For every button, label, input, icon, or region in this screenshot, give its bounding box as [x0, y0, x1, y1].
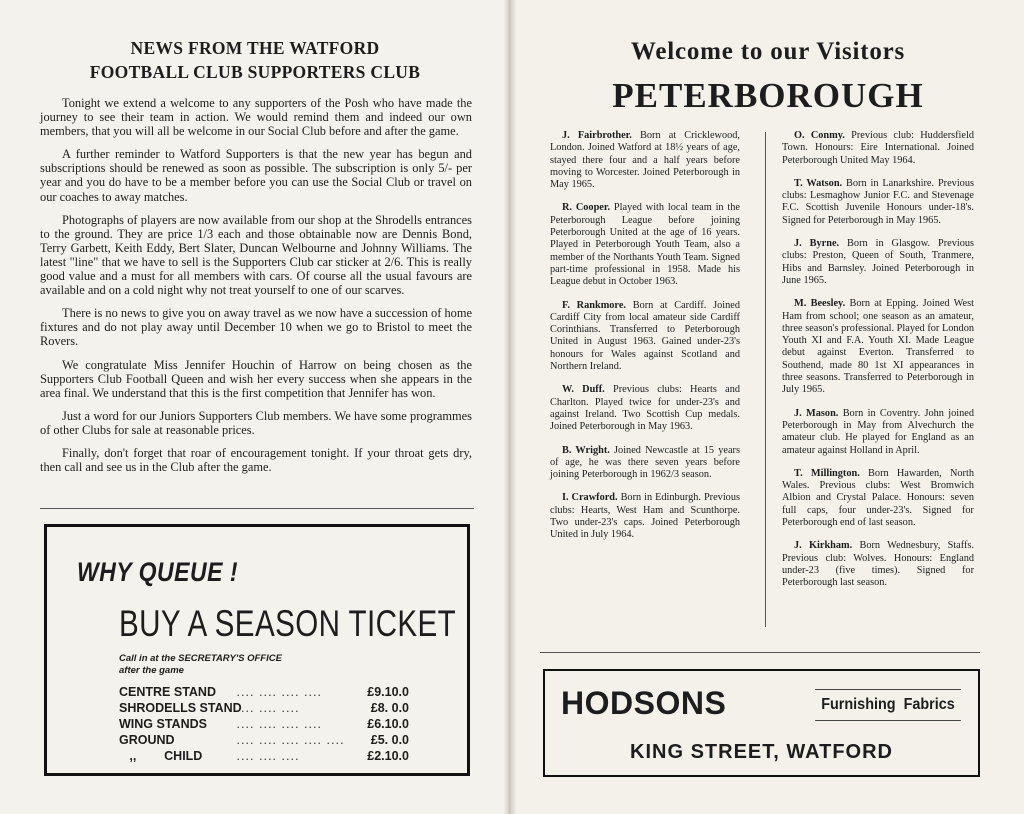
player-name: T. Millington.: [794, 467, 860, 479]
visiting-club-name: PETERBOROUGH: [612, 76, 924, 115]
hodsons-name: HODSONS: [561, 685, 727, 721]
call-in-line2: after the game: [119, 665, 184, 676]
price-label: ,, CHILD: [119, 749, 203, 763]
hodsons-ad: [543, 669, 980, 777]
player-name: J. Kirkham.: [794, 540, 853, 552]
right-divider: [540, 652, 980, 653]
player-text: Previous clubs: Hearts and Charlton. Played twice for under-23's and against Ireland. Two Scottish Cup medals. Joined Peterborough in May 1963.: [550, 384, 740, 433]
news-paragraph: Photographs of players are now available from our shop at the Shrodells entrances to the ground. They are price 1/3 each and those obtainable now are Dennis Bond, Terry Garbett, Keith Eddy, Bert Slater, Duncan Welbourne and Johnny Williams. The latest "line" that we have to sell is the Supporters Club car sticker at 2/6. This is really good value and a must for all members with cars. Of course all the usual favours are available and on a cold night why not treat yourself to one of our scarves.: [40, 212, 472, 298]
news-paragraph: Just a word for our Juniors Supporters Club members. We have some programmes of other Clubs for sale at reasonable prices.: [40, 408, 472, 437]
column-divider: [765, 132, 766, 627]
price-list: [119, 685, 409, 765]
news-paragraph: Tonight we extend a welcome to any supporters of the Posh who have made the journey to see their team in action. We would remind them and indeed our own members, that you will all be welcome in our Social Club before and after the game.: [40, 96, 472, 139]
player-name: O. Conmy.: [794, 130, 845, 141]
welcome-heading: Welcome to our Visitors: [630, 38, 906, 65]
player-text: Joined Newcastle at 15 years of age, he was there seven years before joining Peterborough in 1962/3 season.: [550, 444, 740, 481]
player-bio: [550, 300, 740, 374]
price-value: £8. 0.0: [370, 701, 409, 715]
player-name: J. Mason.: [794, 407, 839, 419]
price-row: [119, 717, 409, 733]
season-ticket-ad: [44, 524, 470, 776]
hodsons-address: KING STREET, WATFORD: [630, 741, 893, 763]
price-label: WING STANDS: [119, 717, 207, 731]
price-row: [119, 749, 409, 765]
news-paragraph: There is no news to give you on away travel as we now have a succession of home fixtures and do not play away until December 10 when we go to Bristol to meet the Rovers.: [40, 306, 472, 349]
price-row: [119, 733, 409, 749]
news-paragraph: Finally, don't forget that roar of encouragement tonight. If your throat gets dry, then call and see us in the Club after the game.: [40, 445, 472, 475]
why-queue-headline: WHY QUEUE !: [77, 556, 238, 587]
news-paragraph: We congratulate Miss Jennifer Houchin of Harrow on being chosen as the Supporters Club Football Queen and wish her every success when she appears in the area final. We understand that this is the first competition that Jennifer has won.: [40, 357, 472, 400]
player-text: Born in Edinburgh. Previous clubs: Hearts, West Ham and Scunthorpe. Two under-23's caps. Joined Peterborough United in July 1964.: [550, 492, 740, 541]
player-name: W. Duff.: [562, 384, 605, 396]
call-in-line1: Call in at the SECRETARY'S OFFICE: [119, 653, 282, 664]
news-title-line2: FOOTBALL CLUB SUPPORTERS CLUB: [89, 62, 421, 82]
price-value: £6.10.0: [367, 717, 409, 731]
players-column-left: [550, 130, 740, 553]
player-name: I. Crawford.: [562, 492, 618, 504]
price-row: [119, 685, 409, 701]
price-label: SHRODELLS STAND: [119, 701, 242, 715]
price-label: GROUND: [119, 733, 175, 747]
player-bio: [550, 130, 740, 191]
player-name: M. Beesley.: [794, 298, 846, 310]
player-bio: [550, 445, 740, 482]
player-bio: [782, 408, 974, 457]
player-text: Born Wednesbury, Staffs. Previous club: Wolves. Honours: England under-23 (five times). Signed for Peterborough last season.: [782, 540, 974, 589]
player-name: T. Watson.: [794, 177, 843, 189]
player-name: J. Fairbrother.: [562, 130, 632, 141]
news-paragraph: A further reminder to Watford Supporters is that the new year has begun and subscriptions should be renewed as soon as possible. The subscription is only 5/- per year and you do have to be a member before you can use the Social Club or travel on our coaches to away matches.: [40, 147, 472, 204]
furnishing-fabrics-tagline: Furnishing Fabrics: [815, 689, 961, 721]
left-divider: [40, 508, 474, 509]
price-value: £5. 0.0: [370, 733, 409, 747]
price-value: £9.10.0: [367, 685, 409, 699]
player-bio: [782, 298, 974, 396]
player-text: Born in Lanarkshire. Previous clubs: Lesmaghow Junior F.C. and Stevenage F.C. Scottish Juvenile Honours under-18's. Signed for Peterborough in May 1965.: [782, 177, 974, 226]
price-dots: .... .... ....: [237, 752, 301, 762]
page-spine: [504, 0, 516, 814]
player-bio: [550, 384, 740, 433]
player-text: Born at Cardiff. Joined Cardiff City from local amateur side Cardiff Corinthians. Transferred to Peterborough United in August 1963. Gained under-23's honours for Wales against Scotland and Northern Ireland.: [550, 299, 740, 373]
player-bio: [782, 468, 974, 529]
news-body: [40, 96, 472, 483]
player-text: Born in Glasgow. Previous clubs: Preston, Queen of South, Tranmere, Hibs and Barnsley. Joined Peterborough in June 1965.: [782, 238, 975, 286]
price-row: [119, 701, 409, 717]
players-column-right: [782, 130, 974, 601]
player-bio: [550, 492, 740, 541]
player-bio: [782, 178, 974, 227]
player-text: Born at Epping. Joined West Ham from school; one season as an amateur, three season's professional. Played for London Youth XI and F.A. Youth XI. Made League debut against Everton. Transferred to Southend, made 80 1st XI appearances in three seasons. Transferred to Peterborough in July 1965.: [782, 298, 974, 396]
price-dots: .... .... .... .... ....: [237, 736, 346, 746]
price-dots: .... .... .... ....: [237, 688, 323, 698]
player-text: Born Hawarden, North Wales. Previous clubs: West Bromwich Albion and Crystal Palace. Honours: seven full caps, four under-23's. Signed for Peterborough end of last season.: [782, 467, 974, 529]
player-bio: [550, 202, 740, 288]
player-bio: [782, 540, 974, 589]
player-text: Born at Cricklewood, London. Joined Watford at 18½ years of age, stayed there four and a half years before moving to Worcester. Joined Peterborough in May 1965.: [550, 130, 740, 191]
price-label: CENTRE STAND: [119, 685, 216, 699]
news-title: [40, 36, 470, 84]
player-bio: [782, 130, 974, 167]
call-in-note: [119, 653, 282, 677]
player-name: F. Rankmore.: [562, 299, 626, 311]
price-dots: .... .... ....: [237, 704, 301, 714]
price-value: £2.10.0: [367, 749, 409, 763]
player-name: B. Wright.: [562, 444, 610, 456]
player-bio: [782, 238, 974, 287]
price-dots: .... .... .... ....: [237, 720, 323, 730]
player-text: Previous club: Huddersfield Town. Honours: Eire International. Joined Peterborough United May 1964.: [782, 130, 974, 166]
news-title-line1: NEWS FROM THE WATFORD: [130, 38, 380, 58]
player-name: R. Cooper.: [562, 202, 611, 214]
player-name: J. Byrne.: [794, 238, 840, 250]
player-text: Born in Coventry. John joined Peterborough in May from Alvechurch the amateur club. He played for England as an amateur against Holland in April.: [782, 407, 974, 456]
buy-season-ticket-title: BUY A SEASON TICKET: [119, 603, 457, 644]
player-text: Played with local team in the Peterborough League before joining Peterborough United at the age of 16 years. Played in Peterborough Youth Team, also a member of the Northants Youth Team. Signed part-time professional in 1958. Made his League debut in October 1963.: [550, 202, 740, 288]
